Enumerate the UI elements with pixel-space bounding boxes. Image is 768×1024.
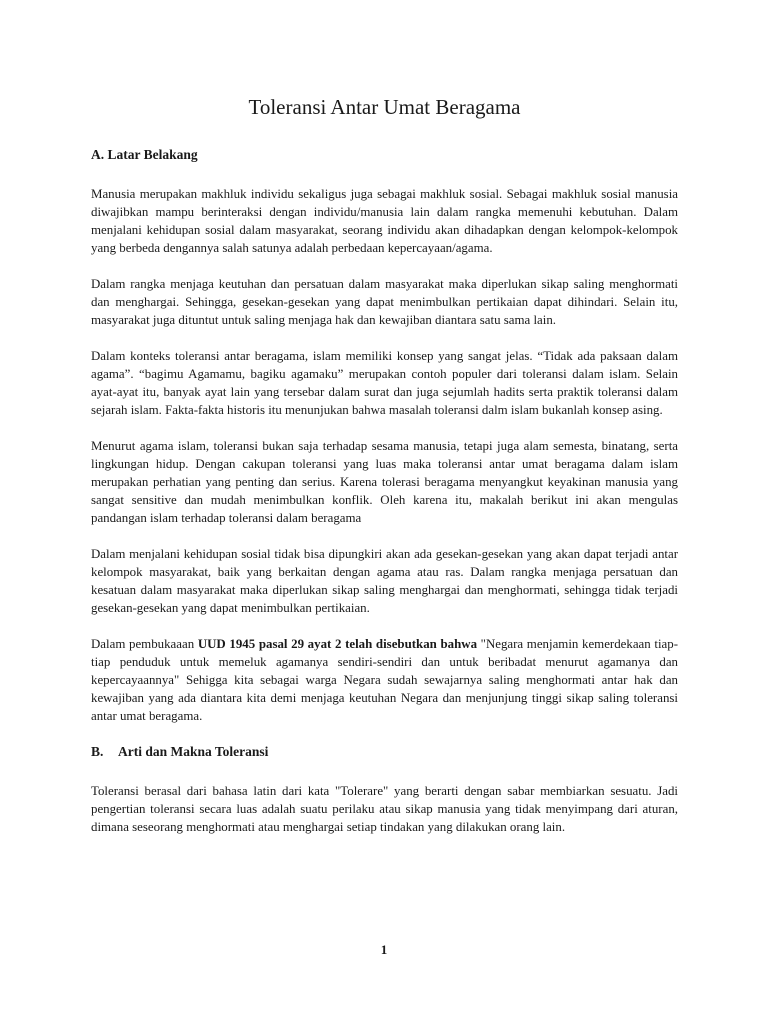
paragraph-a4: Menurut agama islam, toleransi bukan saja terhadap sesama manusia, tetapi juga alam semesta, binatang, serta lingkungan hidup. Dengan cakupan toleransi yang luas maka toleransi antar umat beragama dalam islam merupakan perhatian yang penting dan serius. Karena tolerasi beragama menyangkut keyakinan manusia yang sangat sensitive dan mudah menimbulkan konflik. Oleh karena itu, makalah berikut ini akan mengulas pandangan islam terhadap toleransi dalam beragama	[91, 439, 678, 525]
paragraph-a1: Manusia merupakan makhluk individu sekaligus juga sebagai makhluk sosial. Sebagai makhluk sosial manusia diwajibkan mampu berinteraksi dengan individu/manusia lain dalam rangka memenuhi kebutuhan. Dalam menjalani kehidupan sosial dalam masyarakat, seorang individu akan dihadapkan dengan kelompok-kelompok yang berbeda dengannya salah satunya adalah perbedaan kepercayaan/agama.	[91, 187, 678, 255]
paragraph-a3: Dalam konteks toleransi antar beragama, islam memiliki konsep yang sangat jelas. “Tidak ada paksaan dalam agama”. “bagimu Agamamu, bagiku agamaku” merupakan contoh populer dari toleransi dalam islam. Selain ayat-ayat itu, banyak ayat lain yang tersebar dalam surat dan juga sejumlah hadits serta praktik toleransi dalam sejarah islam. Fakta-fakta historis itu menunjukan bahwa masalah toleransi dalm islam bukanlah konsep asing.	[91, 349, 678, 417]
paragraph-b1: Toleransi berasal dari bahasa latin dari kata "Tolerare" yang berarti dengan sabar membiarkan sesuatu. Jadi pengertian toleransi secara luas adalah suatu perilaku atau sikap manusia yang tidak menyimpang dari aturan, dimana seseorang menghormati atau menghargai setiap tindakan yang dilakukan orang lain.	[91, 784, 678, 834]
document-body	[91, 92, 678, 854]
section-b-number: B.	[91, 744, 104, 759]
section-heading-b	[91, 743, 678, 761]
uud-suffix: "Negara menjamin kemerdekaan tiap-tiap penduduk untuk memeluk agamanya sendiri-sendiri dan untuk beribadat menurut agamanya dan kepercayaannya" Sehigga kita sebagai warga Negara sudah sewajarnya saling menghormati antar hak dan kewajiban yang ada diantara kita demi menjaga keutuhan Negara dan menjunjung tinggi sikap saling toleransi antar umat beragama.	[91, 637, 678, 723]
uud-prefix: Dalam pembukaaan	[91, 637, 198, 651]
paragraph-a2: Dalam rangka menjaga keutuhan dan persatuan dalam masyarakat maka diperlukan sikap saling menghormati dan menghargai. Sehingga, gesekan-gesekan yang dapat menimbulkan pertikaian dapat dihindari. Selain itu, masyarakat juga dituntut untuk saling menjaga hak dan kewajiban diantara satu sama lain.	[91, 277, 678, 327]
document-title: Toleransi Antar Umat Beragama	[248, 95, 521, 119]
uud-bold-citation: UUD 1945 pasal 29 ayat 2 telah disebutkan bahwa	[197, 637, 478, 651]
section-b-title: Arti dan Makna Toleransi	[118, 744, 269, 759]
paragraph-a5: Dalam menjalani kehidupan sosial tidak bisa dipungkiri akan ada gesekan-gesekan yang akan dapat terjadi antar kelompok masyarakat, baik yang berkaitan dengan agama atau ras. Dalam rangka menjaga persatuan dan kesatuan dalam masyarakat maka diperlukan sikap saling menghargai dan menghormati, sehingga tidak terjadi gesekan-gesekan yang dapat menimbulkan pertikaian.	[91, 547, 678, 615]
paragraph-uud	[91, 635, 678, 725]
page-number: 1	[380, 942, 388, 957]
section-heading-a: A. Latar Belakang	[91, 147, 198, 162]
